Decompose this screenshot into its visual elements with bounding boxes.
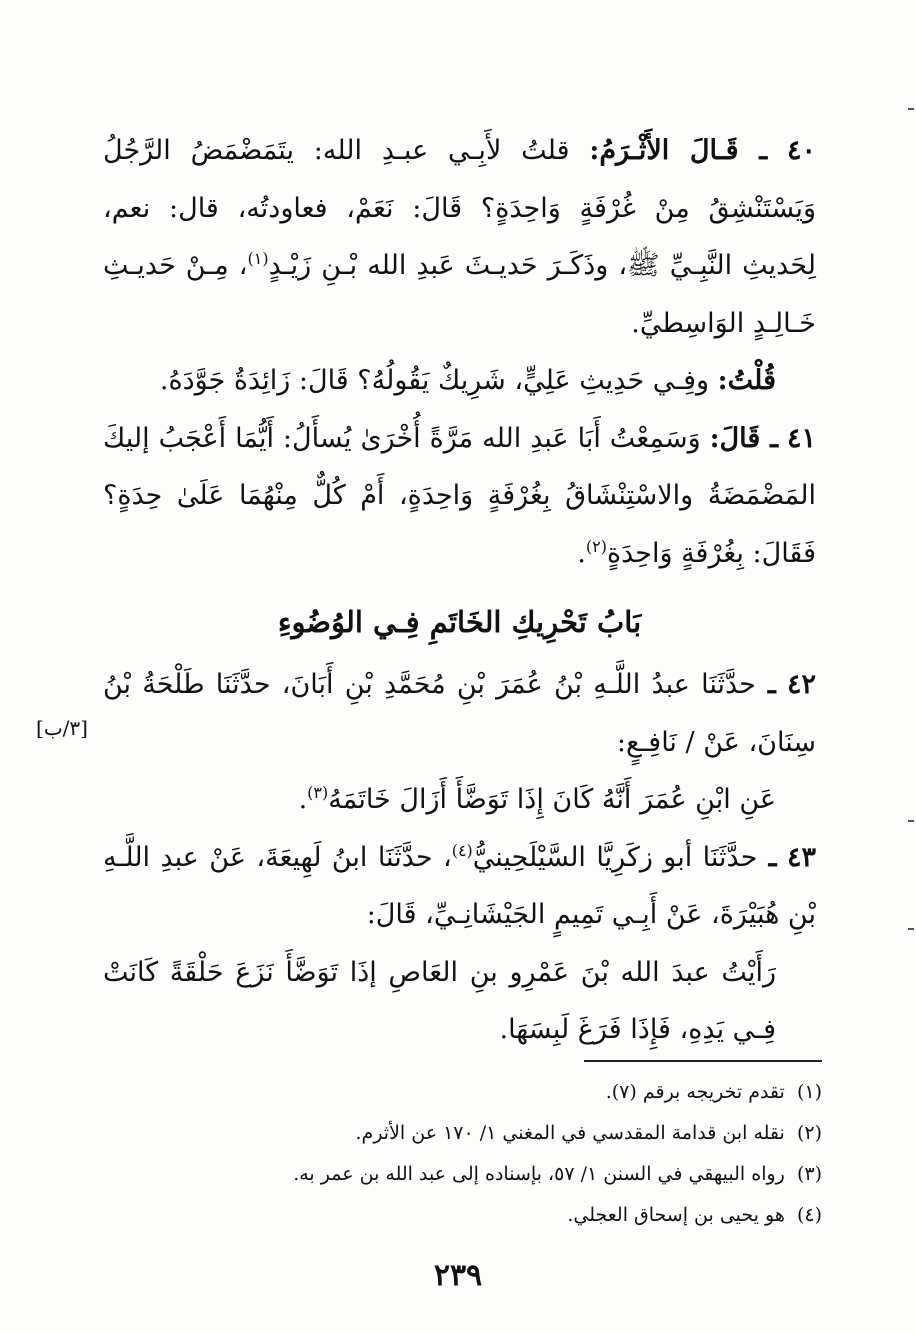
- section-heading: بَابُ تَحْرِيكِ الخَاتَمِ فِـي الوُضُوءِ: [277, 605, 642, 639]
- speaker-label: قُلْتُ:: [717, 365, 776, 396]
- paragraph-number: ٤١: [786, 422, 816, 454]
- footnote-number: (٤): [796, 1204, 822, 1226]
- scan-edge-mark: [908, 108, 914, 110]
- footnote-ref: (١): [247, 249, 269, 268]
- paragraph-text: حدَّثَنَا عبدُ اللَّـهِ بْنُ عُمَرَ بْنِ مُحَمَّدِ بْنِ أَبَانَ، حدَّثَنَا طَلْحَةُ بْنُ سِنَانَ، عَنْ / نَافِـعٍ:: [103, 669, 816, 758]
- scan-edge-mark: [908, 820, 914, 822]
- paragraph-42: ٤٢ ـ حدَّثَنَا عبدُ اللَّـهِ بْنُ عُمَرَ بْنِ مُحَمَّدِ بْنِ أَبَانَ، حدَّثَنَا طَلْحَةُ بْنُ سِنَانَ، عَنْ / نَافِـعٍ:: [103, 669, 816, 758]
- paragraph-text: عَنِ ابْنِ عُمَرَ أَنَّهُ كَانَ إِذَا تَوَضَّأَ أَزَالَ خَاتَمَهُ: [328, 784, 776, 815]
- footnote-item: [122, 1113, 822, 1154]
- scan-edge-mark: [908, 928, 914, 930]
- paragraph-tail: ، مِـنْ حَديـثِ خَـالِـدٍ الوَاسِطيِّ.: [103, 250, 816, 339]
- speaker-label: قَـالَ الأَثْـرَمُ:: [589, 135, 739, 166]
- footnote-item: [122, 1195, 822, 1236]
- footnote-text: هو يحيى بن إسحاق العجلي.: [567, 1204, 785, 1226]
- paragraph-40: ٤٠ ـ قَـالَ الأَثْـرَمُ: قلتُ لأَبِـي عبـدِ الله: يتَمَضْمَضُ الرَّجُلُ وَيَسْتَنْشِقُ مِنْ غُرْفَةٍ وَاحِدَةٍ؟ قَالَ: نَعَمْ، فعاودتُه، قال: نعم، لِحَديثِ النَّبِـيِّ ﷺ، وذَكَـرَ حَديـثَ عَبدِ الله بْـنِ زَيْـدٍ$^{(١)}$، مِـنْ حَديـثِ خَـالِـدٍ الوَاسِطيِّ.: [103, 135, 816, 339]
- footnote-ref: (٣): [307, 783, 329, 802]
- margin-folio-note: [٣/ب]: [36, 716, 88, 740]
- hadith-text: [103, 771, 816, 829]
- footnote-item: [122, 1154, 822, 1195]
- hadith-text: [103, 944, 816, 1059]
- footnote-divider: [584, 1060, 822, 1062]
- paragraph-number: ٤٣: [787, 841, 817, 873]
- footnote-ref: (٤): [451, 840, 473, 860]
- paragraph-43: ٤٣ ـ حدَّثَنَا أبو زكَرِيَّا السَّيْلَحِينيُّ$^{(٤)}$، حدَّثَنَا ابنُ لَهِيعَةَ، عَنْ عبدِ اللَّـهِ بْنِ هُبَيْرَةَ، عَنْ أَبِـي تَمِيمٍ الجَيْشَانِـيِّ، قَالَ:: [103, 840, 817, 930]
- paragraph-41: ٤١ ـ قَالَ: وَسَمِعْتُ أَبَا عَبدِ الله مَرَّةً أُخْرَىٰ يُسأَلُ: أَيُّمَا أَعْجَبُ إليكَ المَضْمَضَةُ والاسْتِنْشَاقُ بِغُرْفَةٍ وَاحِدَةٍ، أَمْ كُلٌّ مِنْهُمَا عَلَىٰ حِدَةٍ؟ فَقَالَ: بِغُرْفَةٍ وَاحِدَةٍ$^{(٢)}$.: [103, 422, 816, 569]
- main-text: [103, 122, 816, 1059]
- footnote-number: (٢): [796, 1122, 822, 1144]
- footnote-text: نقله ابن قدامة المقدسي في المغني ١/ ١٧٠ عن الأثرم.: [355, 1122, 785, 1144]
- paragraph-text: قلتُ لأَبِـي عبـدِ الله: يتَمَضْمَضُ الرَّجُلُ وَيَسْتَنْشِقُ مِنْ غُرْفَةٍ وَاحِدَةٍ؟ قَالَ: نَعَمْ، فعاودتُه، قال: نعم، لِحَديثِ النَّبِـيِّ ﷺ، وذَكَـرَ حَديـثَ عَبدِ الله بْـنِ زَيْـدٍ: [103, 135, 816, 281]
- footnotes: [122, 1072, 822, 1236]
- paragraph-text: حدَّثَنَا أبو زكَرِيَّا السَّيْلَحِينيُّ: [472, 841, 758, 873]
- paragraph-tail: .: [298, 784, 308, 815]
- paragraph-number: ٤٢: [786, 669, 816, 700]
- footnote-ref: (٢): [585, 536, 607, 556]
- footnote-item: [122, 1072, 822, 1113]
- paragraph-tail: ، حدَّثَنَا ابنُ لَهِيعَةَ، عَنْ عبدِ اللَّـهِ بْنِ هُبَيْرَةَ، عَنْ أَبِـي تَمِيمٍ الجَيْشَانِـيِّ، قَالَ:: [103, 841, 816, 930]
- paragraph-qultu: [103, 352, 816, 410]
- paragraph-text: رَأَيْتُ عبدَ الله بْنَ عَمْرِو بنِ العَاصِ إذَا تَوَضَّأَ نَزَعَ حَلْقَةً كَانَتْ فِـي يَدِهِ، فَإِذَا فَرَغَ لَبِسَهَا.: [103, 956, 776, 1045]
- page-number: ٢٣٩: [433, 1258, 483, 1293]
- footnote-number: (٣): [796, 1163, 822, 1185]
- paragraph-number: ٤٠: [786, 135, 816, 166]
- footnote-text: تقدم تخريجه برقم (٧).: [605, 1081, 785, 1103]
- paragraph-text: وَسَمِعْتُ أَبَا عَبدِ الله مَرَّةً أُخْرَىٰ يُسأَلُ: أَيُّمَا أَعْجَبُ إليكَ المَضْمَضَةُ والاسْتِنْشَاقُ بِغُرْفَةٍ وَاحِدَةٍ، أَمْ كُلٌّ مِنْهُمَا عَلَىٰ حِدَةٍ؟ فَقَالَ: بِغُرْفَةٍ وَاحِدَةٍ: [103, 422, 816, 569]
- paragraph-tail: .: [577, 537, 586, 569]
- footnote-number: (١): [796, 1081, 822, 1103]
- speaker-label: قَالَ:: [709, 422, 761, 454]
- paragraph-text: وفِـي حَدِيثِ عَلِيٍّ، شَرِيكٌ يَقُولُهُ؟ قَالَ: زَائِدَةُ جَوَّدَهُ.: [159, 365, 710, 396]
- footnote-text: رواه البيهقي في السنن ١/ ٥٧، بإسناده إلى عبد الله بن عمر به.: [293, 1163, 785, 1185]
